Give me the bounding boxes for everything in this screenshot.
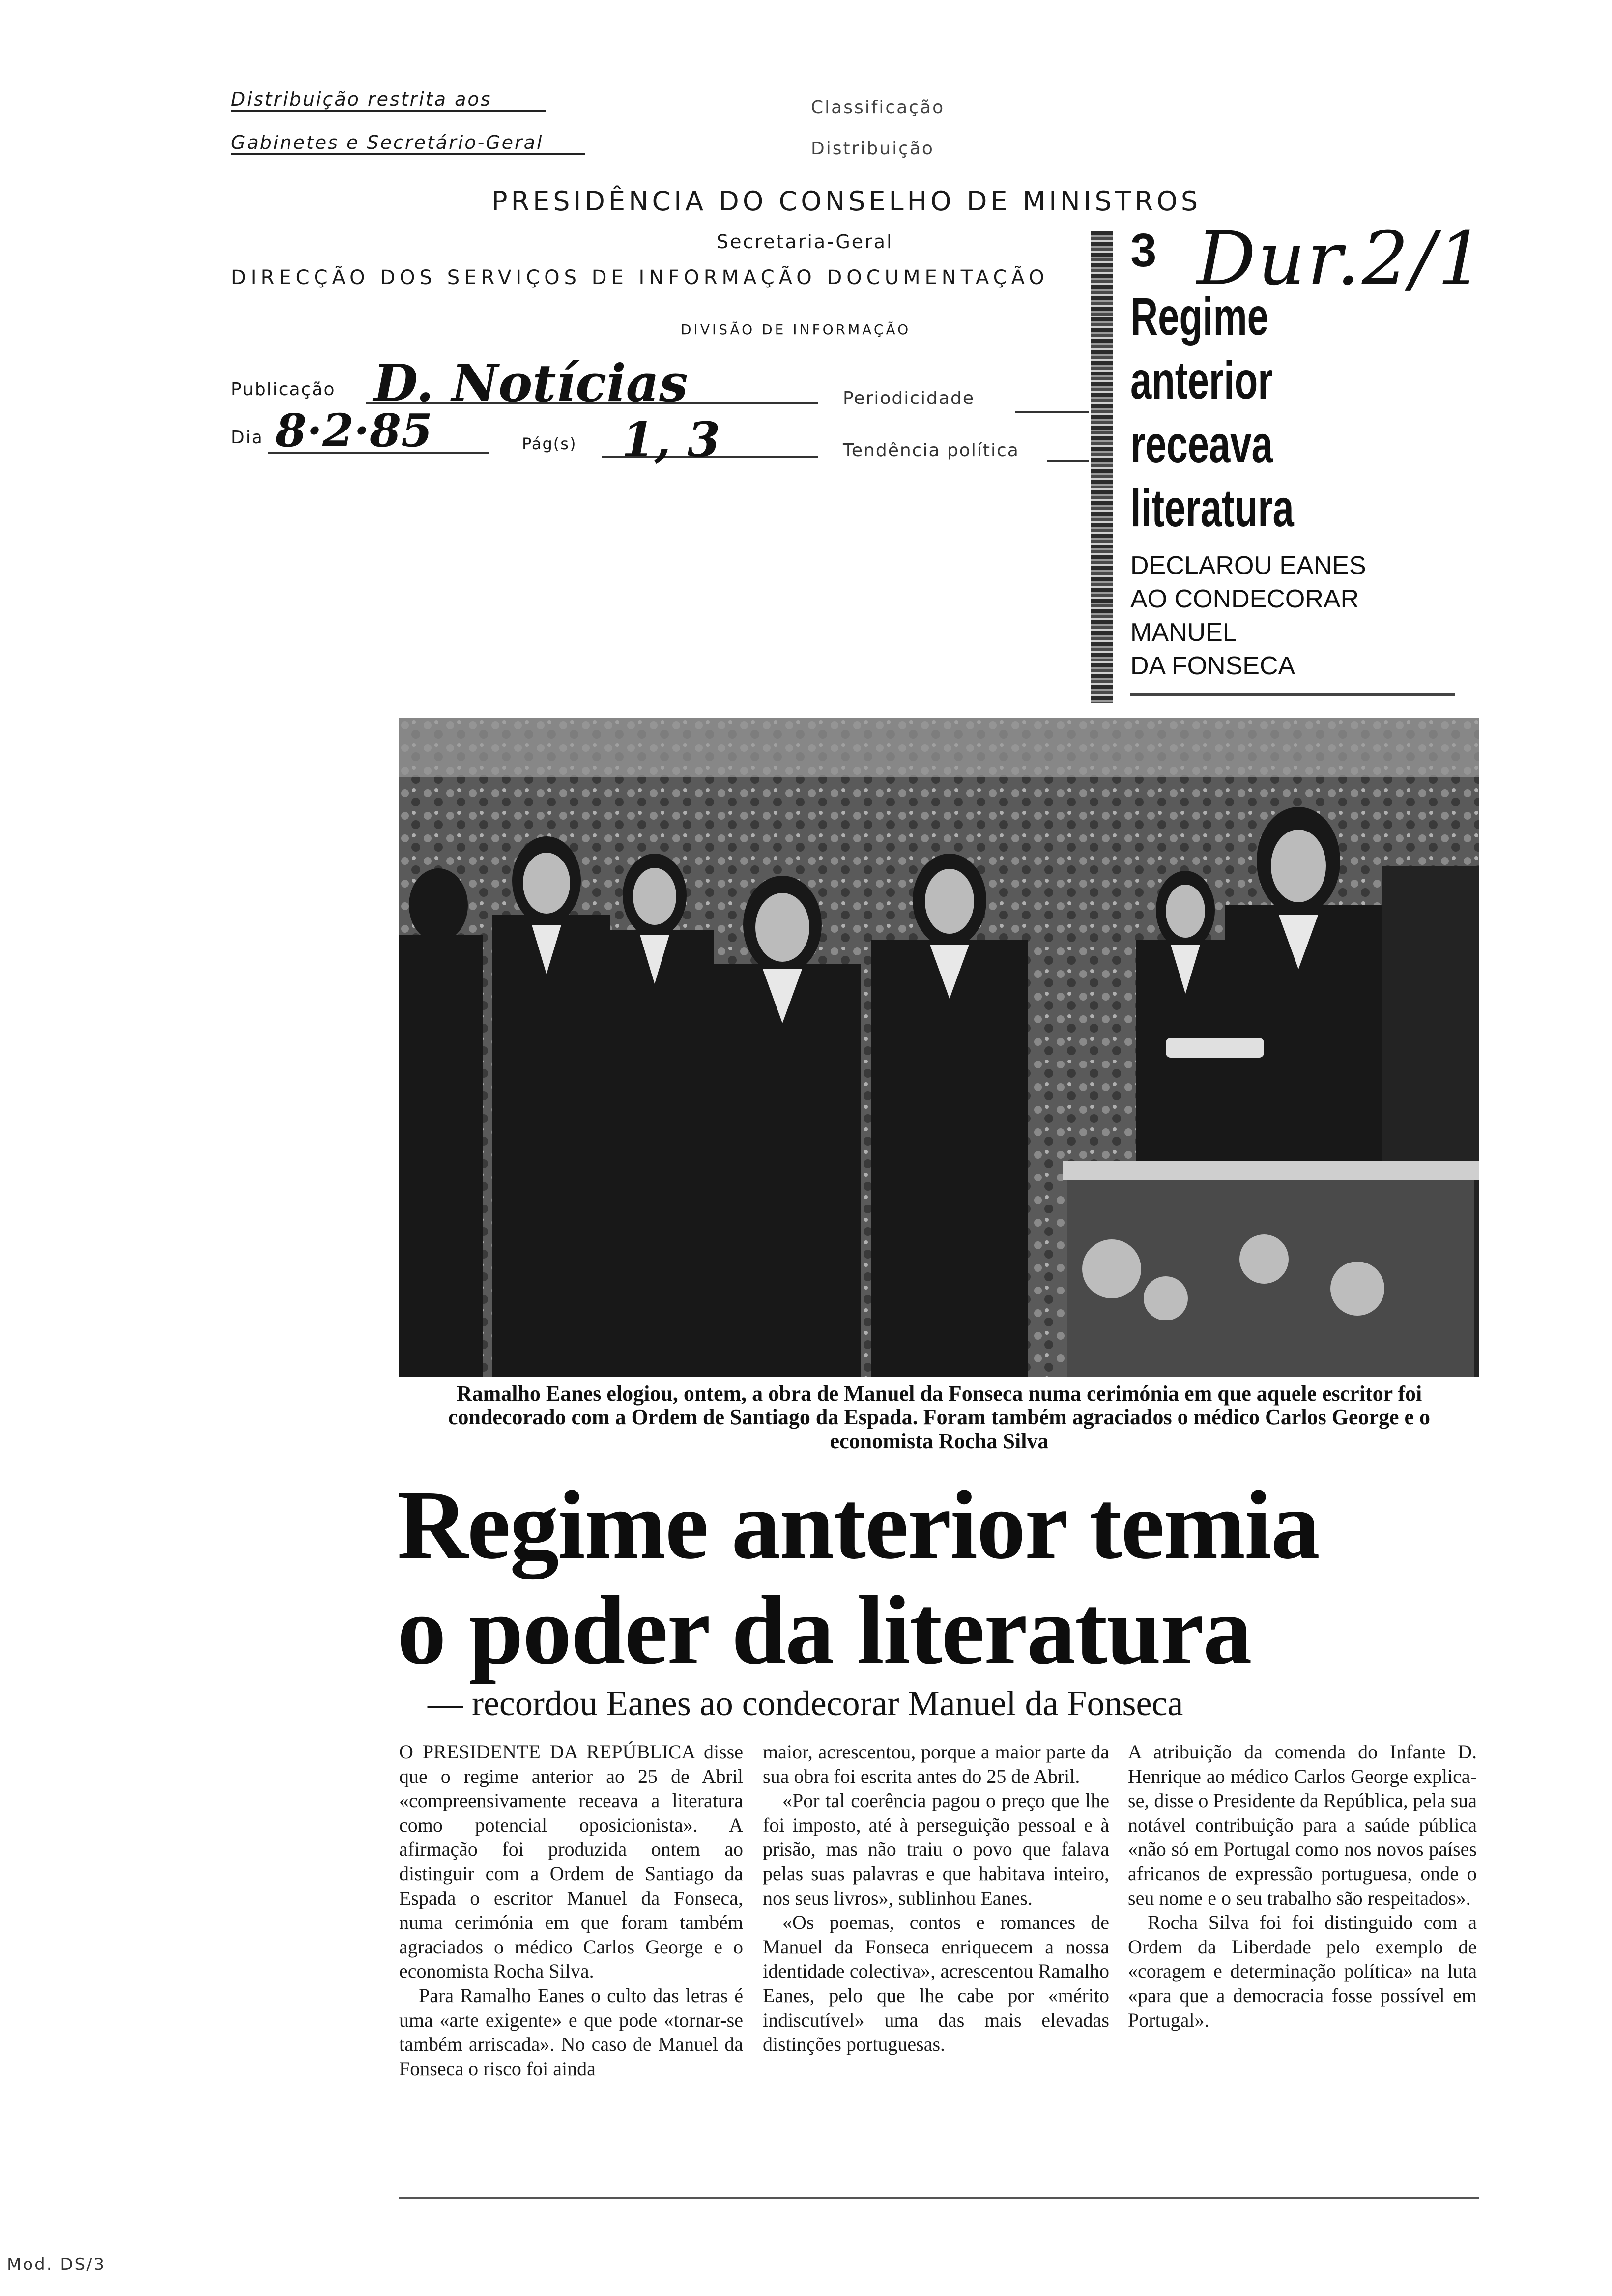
directorate-label: DIRECÇÃO DOS SERVIÇOS DE INFORMAÇÃO DOCUMENTAÇÃO [231, 266, 1049, 289]
classification-label: Classificação [811, 97, 945, 117]
publication-handwritten-value: D. Notícias [374, 353, 688, 413]
kicker-page-number: 3 [1130, 224, 1157, 277]
article-column-2 [763, 1740, 1109, 2057]
kicker-deck-line-1: DECLAROU EANES [1130, 551, 1366, 580]
day-label: Dia [231, 428, 263, 448]
subheadline: — recordou Eanes ao condecorar Manuel da Fonseca [428, 1684, 1183, 1723]
restricted-distribution-line2: Gabinetes e Secretário-Geral [231, 132, 585, 155]
kicker-title-line-2: anterior [1130, 350, 1273, 410]
pages-handwritten-value: 1, 3 [622, 412, 720, 467]
restricted-distribution-line1: Distribuição restrita aos [231, 88, 546, 112]
publication-label: Publicação [231, 379, 336, 400]
headline-line-2: o poder da literatura [397, 1576, 1251, 1685]
day-handwritten-value: 8·2·85 [275, 404, 433, 457]
kicker-deck-line-2: AO CONDECORAR [1130, 585, 1359, 613]
column-1-paragraph-1: O PRESIDENTE DA REPÚBLICA disse que o regime anterior ao 25 de Abril «compreensivamente receava a literatura como potencial oposicionista». A afirmação foi produzida ontem ao distinguir com a Ordem de Santiago da Espada o escritor Manuel da Fonseca, numa cerimónia em que foram também agraciados o médico Carlos George e o economista Rocha Silva. [399, 1741, 743, 1982]
form-model-code: Mod. DS/3 [7, 2255, 106, 2274]
periodicity-underline [1015, 388, 1089, 413]
distribution-label: Distribuição [811, 139, 934, 159]
column-3-paragraph-2: Rocha Silva foi foi distinguido com a Ordem da Liberdade pelo exemplo de «coragem e determinação política» na luta «para que a democracia fosse possível em Portugal». [1128, 1911, 1477, 2031]
column-3-paragraph-1: A atribuição da comenda do Infante D. Henrique ao médico Carlos George explica-se, disse o Presidente da República, pela sua notável contribuição para a saúde pública «não só em Portugal como nos novos países africanos de expressão portuguesa, onde o seu nome e o seu trabalho são respeitados». [1128, 1741, 1477, 1909]
article-column-3 [1128, 1740, 1477, 2032]
kicker-deck-line-4: DA FONSECA [1130, 652, 1295, 680]
ceremony-photograph [399, 718, 1479, 1377]
kicker-title-line-4: literatura [1130, 478, 1294, 538]
article-bottom-rule [399, 2197, 1479, 2199]
kicker-left-rule [1091, 231, 1113, 703]
article-column-1 [399, 1740, 743, 2081]
periodicity-label: Periodicidade [843, 388, 975, 408]
photo-caption: Ramalho Eanes elogiou, ontem, a obra de Manuel da Fonseca numa cerimónia em que aquele escritor foi condecorado com a Ordem de Santiago da Espada. Foram também agraciados o médico Carlos George e o economista Rocha Silva [448, 1381, 1431, 1453]
kicker-deck-line-3: MANUEL [1130, 618, 1237, 647]
ceremony-photo-illustration [399, 718, 1479, 1377]
pages-label: Pág(s) [522, 434, 577, 453]
organization-title: PRESIDÊNCIA DO CONSELHO DE MINISTROS [491, 186, 1202, 217]
kicker-title-line-3: receava [1130, 414, 1273, 474]
column-2-paragraph-2: «Por tal coerência pagou o preço que lhe foi imposto, até à perseguição pessoal e à prisão, mas não traiu o povo que falava pelas suas palavras e que habitava inteiro, nos seus livros», sublinhou Eanes. [763, 1789, 1109, 1909]
column-2-paragraph-3: «Os poemas, contos e romances de Manuel da Fonseca enriquecem a nossa identidade colectiva», acrescentou Ramalho Eanes, pelo que lhe cabe por «mérito indiscutível» uma das mais elevadas distinções portuguesas. [763, 1911, 1109, 2056]
political-tendency-label: Tendência política [843, 440, 1019, 460]
political-tendency-underline [1047, 437, 1089, 462]
headline-line-1: Regime anterior temia [397, 1471, 1319, 1579]
division-label: DIVISÃO DE INFORMAÇÃO [681, 321, 911, 338]
column-1-paragraph-2: Para Ramalho Eanes o culto das letras é uma «arte exigente» e que pode «tornar-se também arriscada». No caso de Manuel da Fonseca o risco foi ainda [399, 1984, 743, 2080]
secretariat-label: Secretaria-Geral [717, 231, 893, 253]
kicker-title-line-1: Regime [1130, 287, 1268, 346]
handwritten-archive-note: Dur.2/1 [1197, 216, 1487, 302]
column-2-paragraph-1: maior, acrescentou, porque a maior parte da sua obra foi escrita antes do 25 de Abril. [763, 1741, 1109, 1787]
kicker-bottom-rule [1130, 693, 1455, 696]
